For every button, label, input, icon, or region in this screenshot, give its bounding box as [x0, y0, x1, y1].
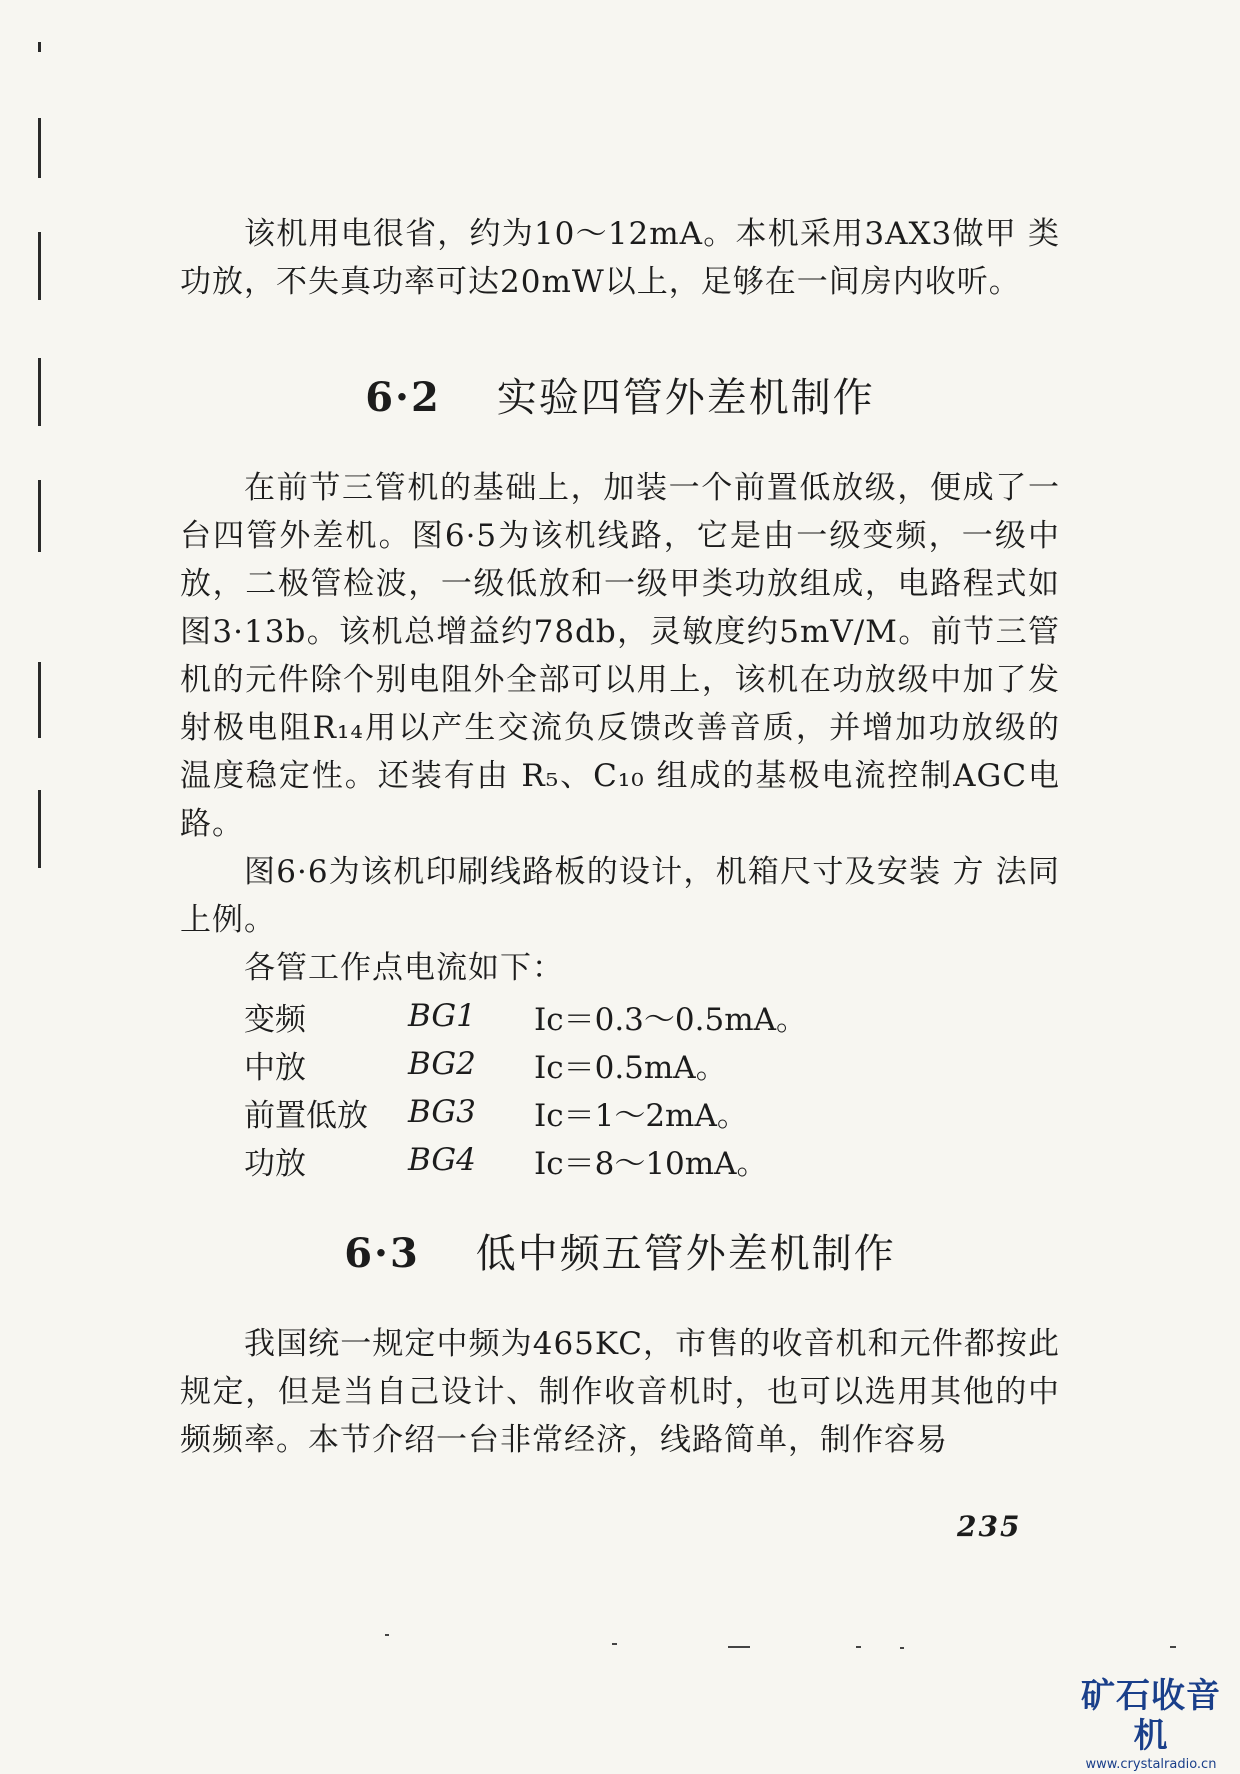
- scan-speck: [856, 1646, 861, 1648]
- tube-cell: BG2: [408, 1046, 476, 1082]
- current-cell: Ic＝0.5mA。: [534, 1049, 727, 1086]
- scan-mark: [38, 790, 41, 868]
- scan-mark: [38, 118, 41, 178]
- tube-cell: BG3: [408, 1094, 476, 1130]
- scan-mark: [38, 480, 41, 552]
- scan-speck: [728, 1646, 750, 1648]
- stage-cell: 前置低放: [244, 1097, 368, 1134]
- section-title-6-2: [180, 368, 1060, 428]
- book-page: [180, 210, 1060, 1464]
- table-row: [244, 1136, 807, 1184]
- table-row: [244, 1088, 807, 1136]
- stage-cell: 中放: [244, 1049, 306, 1086]
- currents-label: 各管工作点电流如下：: [244, 950, 564, 986]
- tube-cell: BG1: [408, 998, 476, 1034]
- table-row: [244, 992, 807, 1040]
- scan-speck: [612, 1643, 617, 1645]
- section-6-2-paragraph-2: 图6·6为该机印刷线路板的设计，机箱尺寸及安装 方 法同上例。: [180, 854, 1060, 938]
- scan-mark: [38, 662, 41, 738]
- current-cell: Ic＝8～10mA。: [534, 1145, 768, 1182]
- watermark-url: www.crystalradio.cn: [1085, 1757, 1217, 1772]
- site-watermark: [1066, 1676, 1236, 1774]
- operating-current-table: [244, 992, 807, 1184]
- scan-mark: [38, 358, 41, 426]
- page-number: 235: [957, 1510, 1022, 1543]
- section-6-2-paragraph-1: 在前节三管机的基础上，加装一个前置低放级，便成了一台四管外差机。图6·5为该机线路，它是由一级变频，一级中放，二极管检波，一级低放和一级甲类功放组成，电路程式如图3·13b。该机总增益约78db，灵敏度约5mV/M。前节三管机的元件除个别电阻外全部可以用上，该机在功放级中加了发射极电阻R₁₄用以产生交流负反馈改善音质，并增加功放级的温度稳定性。还装有由 R₅、C₁₀ 组成的基极电流控制AGC电路。: [180, 470, 1060, 842]
- table-row: [244, 1040, 807, 1088]
- stage-cell: 变频: [244, 1001, 306, 1038]
- section-number: 6·2: [365, 374, 441, 421]
- section-number: 6·3: [344, 1230, 420, 1277]
- current-cell: Ic＝1～2mA。: [534, 1097, 748, 1134]
- watermark-title: 矿石收音机: [1081, 1676, 1221, 1756]
- section-heading: 低中频五管外差机制作: [475, 1231, 896, 1277]
- section-heading: 实验四管外差机制作: [496, 375, 875, 421]
- scan-mark: [38, 232, 41, 300]
- scan-mark: [38, 42, 41, 52]
- section-title-6-3: [180, 1224, 1060, 1284]
- intro-paragraph: 该机用电很省，约为10～12mA。本机采用3AX3做甲 类功放，不失真功率可达20mW以上，足够在一间房内收听。: [180, 216, 1060, 300]
- current-cell: Ic＝0.3～0.5mA。: [534, 1001, 807, 1038]
- scan-speck: [1170, 1646, 1176, 1648]
- scan-speck: [900, 1647, 904, 1649]
- stage-cell: 功放: [244, 1145, 306, 1182]
- section-6-3-paragraph-1: 我国统一规定中频为465KC，市售的收音机和元件都按此规定，但是当自己设计、制作收音机时，也可以选用其他的中频频率。本节介绍一台非常经济，线路简单，制作容易: [180, 1326, 1060, 1458]
- scan-speck: [385, 1634, 389, 1636]
- tube-cell: BG4: [408, 1142, 476, 1178]
